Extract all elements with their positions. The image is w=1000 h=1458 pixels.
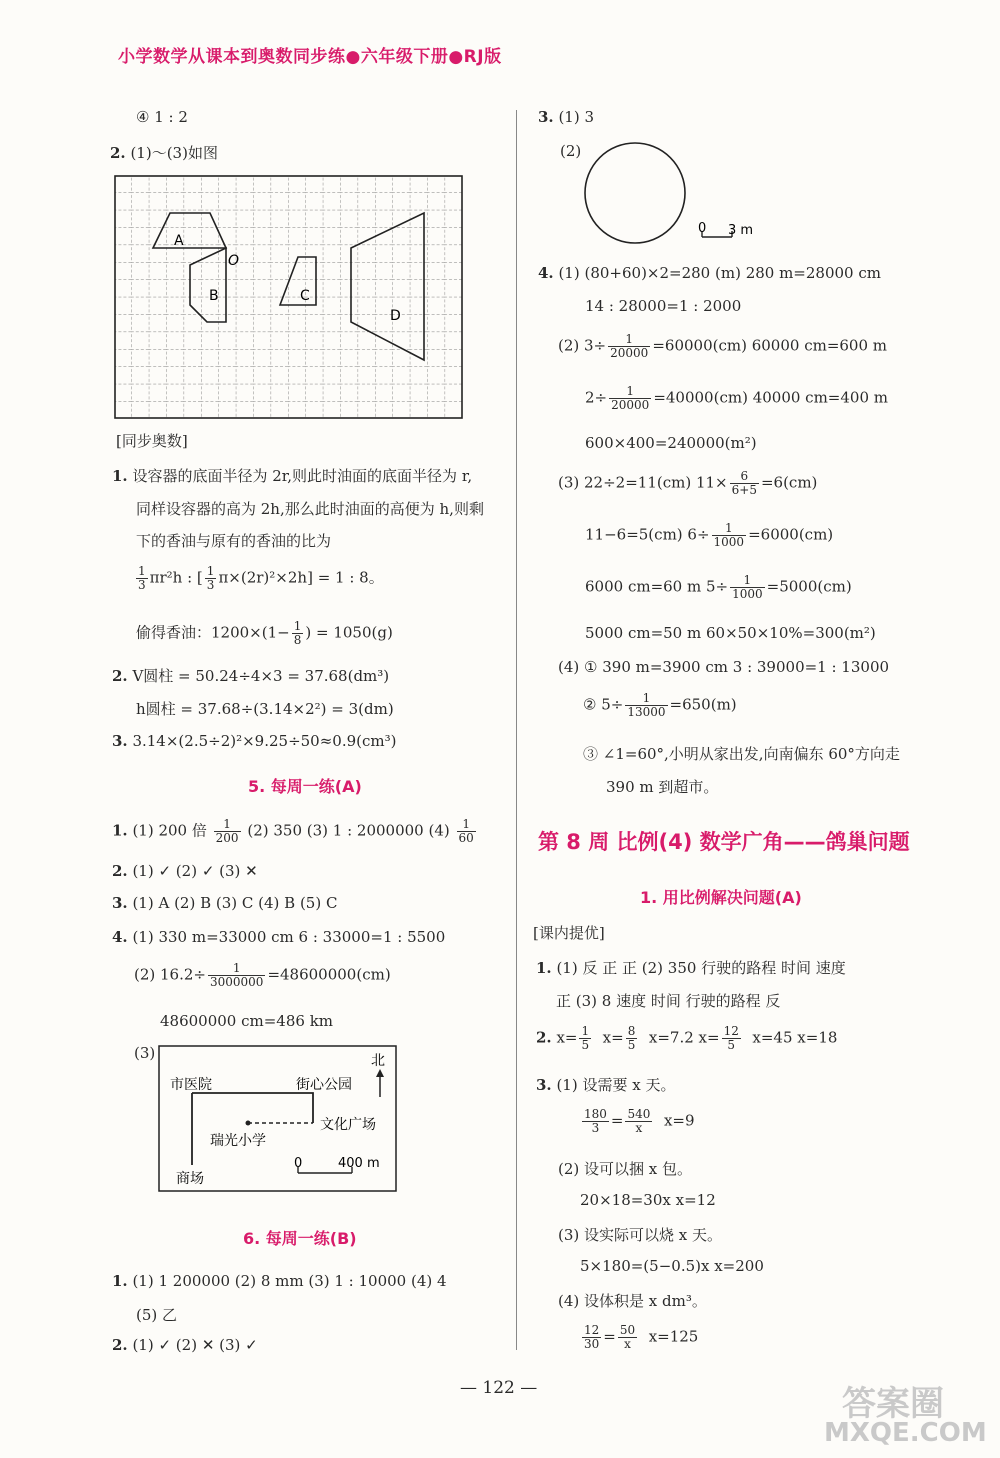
section-heading: [课内提优] bbox=[533, 924, 605, 942]
fraction: $\frac{540}{x}$ bbox=[627, 1107, 651, 1135]
section-heading: [同步奥数] bbox=[116, 432, 188, 450]
header-title: 小学数学从课本到奥数同步练●六年级下册●RJ版 bbox=[118, 47, 502, 67]
question-3: 3. 3.14×(2.5÷2)²×9.25÷50≈0.9(cm³) bbox=[112, 732, 397, 750]
question-2 bbox=[110, 142, 218, 163]
label-d: D bbox=[390, 308, 401, 324]
answer-text: 下的香油与原有的香油的比为 bbox=[136, 532, 332, 550]
watermark-logo: 答案圈 bbox=[842, 1384, 944, 1424]
answer-text: 设容器的底面半径为 2r,则此时油面的底面半径为 r, bbox=[132, 467, 473, 485]
page-number: — 122 — bbox=[460, 1378, 538, 1398]
week-title: 第 8 周 比例(4) 数学广角——鸽巢问题 bbox=[538, 830, 910, 854]
formula: $\frac{180}{3}$ = $\frac{540}{x}$ x=9 bbox=[584, 1107, 695, 1135]
answer-text: 14 : 28000=1 : 2000 bbox=[585, 297, 742, 315]
fraction: $\frac{1}{3}$ bbox=[206, 564, 215, 592]
question-1: 1. (1) 1 200000 (2) 8 mm (3) 1 : 10000 (4) 4 bbox=[112, 1272, 447, 1290]
answer-text: 同样设容器的高为 2h,那么此时油面的高便为 h,则剩 bbox=[136, 500, 484, 518]
map-figure bbox=[158, 1045, 398, 1193]
formula: 6000 cm=60 m 5÷ $\frac{1}{1000}$ =5000(cm) bbox=[585, 573, 852, 601]
answer-text: (3) bbox=[134, 1044, 156, 1062]
section-title: 5. 每周一练(A) bbox=[248, 777, 362, 796]
answer-text: (4) 设体积是 x dm³。 bbox=[558, 1292, 707, 1310]
fraction: $\frac{6}{6+5}$ bbox=[731, 469, 757, 497]
formula: $\frac{1}{3}$ πr²h : [ $\frac{1}{3}$ π×(2r)²×2h] = 1 : 8。 bbox=[138, 564, 384, 592]
answer-text: 正 (3) 8 速度 时间 行驶的路程 反 bbox=[556, 992, 781, 1010]
question-2: 2. V圆柱 = 50.24÷4×3 = 37.68(dm³) bbox=[112, 667, 390, 685]
formula: 2÷ $\frac{1}{20000}$ =40000(cm) 40000 cm=400 m bbox=[585, 384, 888, 412]
question-1: 1. (1) 200 倍 $\frac{1}{200}$ (2) 350 (3) 1 : 2000000 (4) $\frac{1}{60}$ bbox=[112, 817, 474, 845]
answer-text: (2) bbox=[560, 142, 582, 160]
fraction: $\frac{1}{8}$ bbox=[293, 619, 302, 647]
label-b: B bbox=[209, 288, 219, 304]
fraction: $\frac{1}{1000}$ bbox=[713, 521, 745, 549]
answer-text: ③ ∠1=60°,小明从家出发,向南偏东 60°方向走 bbox=[583, 745, 900, 763]
answer-text: (2) 设可以捆 x 包。 bbox=[558, 1160, 693, 1178]
question-4: 4. (1) (80+60)×2=280 (m) 280 m=28000 cm bbox=[538, 264, 881, 282]
formula: $\frac{12}{30}$ = $\frac{50}{x}$ x=125 bbox=[584, 1323, 699, 1351]
fraction: $\frac{1}{20000}$ bbox=[611, 384, 650, 412]
question-2: 2. (1) ✓ (2) ✕ (3) ✓ bbox=[112, 1336, 258, 1354]
fraction: $\frac{8}{5}$ bbox=[627, 1024, 636, 1052]
question-1: 1. (1) 反 正 正 (2) 350 行驶的路程 时间 速度 bbox=[536, 959, 846, 977]
answer-line: ④ 1 : 2 bbox=[136, 108, 188, 126]
question-3: 3. (1) 3 bbox=[538, 108, 595, 126]
fraction: $\frac{50}{x}$ bbox=[619, 1323, 636, 1351]
fraction: $\frac{1}{20000}$ bbox=[610, 332, 649, 360]
label-o: O bbox=[228, 253, 240, 269]
map-park: 街心公园 bbox=[296, 1077, 352, 1093]
answer-text: (5) 乙 bbox=[136, 1306, 178, 1324]
circle-figure bbox=[580, 142, 780, 247]
watermark-site: MXQE.COM bbox=[824, 1418, 987, 1448]
question-number: 1. bbox=[112, 467, 128, 485]
fraction: $\frac{1}{3000000}$ bbox=[209, 961, 264, 989]
scale-label: 3 m bbox=[728, 223, 754, 238]
question-4: 4. (1) 330 m=33000 cm 6 : 33000=1 : 5500 bbox=[112, 928, 446, 946]
answer-text: 5×180=(5−0.5)x x=200 bbox=[580, 1257, 764, 1275]
formula: 11−6=5(cm) 6÷ $\frac{1}{1000}$ =6000(cm) bbox=[585, 521, 834, 549]
formula: (2) 16.2÷ $\frac{1}{3000000}$ =48600000(cm) bbox=[134, 961, 391, 989]
question-2: 2. x= $\frac{1}{5}$ x= $\frac{8}{5}$ x=7.2 x= $\frac{12}{5}$ x=45 x=18 bbox=[536, 1024, 838, 1052]
fraction: $\frac{1}{200}$ bbox=[215, 817, 239, 845]
map-hospital: 市医院 bbox=[170, 1077, 212, 1093]
answer-text: 600×400=240000(m²) bbox=[585, 434, 757, 452]
label-a: A bbox=[174, 233, 184, 249]
answer-text: 390 m 到超市。 bbox=[606, 778, 719, 796]
formula: ② 5÷ $\frac{1}{13000}$ =650(m) bbox=[583, 691, 737, 719]
formula: (3) 22÷2=11(cm) 11× $\frac{6}{6+5}$ =6(cm) bbox=[558, 469, 818, 497]
label-c: C bbox=[300, 288, 310, 304]
answer-text: h圆柱 = 37.68÷(3.14×2²) = 3(dm) bbox=[136, 700, 394, 718]
fraction: $\frac{180}{3}$ bbox=[584, 1107, 607, 1135]
map-school: 瑞光小学 bbox=[210, 1133, 266, 1149]
answer-text: 20×18=30x x=12 bbox=[580, 1191, 716, 1209]
fraction: $\frac{1}{1000}$ bbox=[732, 573, 763, 601]
grid-figure bbox=[114, 175, 464, 420]
fraction: $\frac{12}{5}$ bbox=[723, 1024, 739, 1052]
map-north: 北 bbox=[371, 1053, 385, 1069]
fraction: $\frac{1}{13000}$ bbox=[627, 691, 666, 719]
fraction: $\frac{1}{60}$ bbox=[458, 817, 474, 845]
fraction: $\frac{1}{5}$ bbox=[581, 1024, 590, 1052]
answer-text: (3) 设实际可以烧 x 天。 bbox=[558, 1226, 723, 1244]
map-culture-square: 文化广场 bbox=[320, 1117, 376, 1133]
formula: 偷得香油：1200×(1− $\frac{1}{8}$ ) = 1050(g) bbox=[136, 619, 393, 647]
question-3: 3. (1) A (2) B (3) C (4) B (5) C bbox=[112, 894, 338, 912]
section-title: 1. 用比例解决问题(A) bbox=[640, 888, 802, 907]
question-3: 3. (1) 设需要 x 天。 bbox=[536, 1076, 676, 1094]
question-1 bbox=[112, 465, 472, 486]
fraction: $\frac{12}{30}$ bbox=[584, 1323, 600, 1351]
map-mall: 商场 bbox=[176, 1171, 204, 1187]
answer-text: (4) ① 390 m=3900 cm 3 : 39000=1 : 13000 bbox=[558, 658, 890, 676]
question-2: 2. (1) ✓ (2) ✓ (3) ✕ bbox=[112, 862, 258, 880]
map-scale-zero: 0 bbox=[294, 1156, 303, 1171]
map-scale-label: 400 m bbox=[338, 1156, 380, 1171]
answer-text: 5000 cm=50 m 60×50×10%=300(m²) bbox=[585, 624, 876, 642]
question-number: 2. bbox=[110, 144, 126, 162]
column-divider bbox=[516, 110, 517, 1350]
fraction: $\frac{1}{3}$ bbox=[138, 564, 146, 592]
answer-text: 48600000 cm=486 km bbox=[160, 1012, 334, 1030]
section-title: 6. 每周一练(B) bbox=[243, 1229, 357, 1248]
formula: (2) 3÷ $\frac{1}{20000}$ =60000(cm) 60000 cm=600 m bbox=[558, 332, 888, 360]
scale-zero: 0 bbox=[698, 221, 707, 236]
answer-text: (1)～(3)如图 bbox=[130, 144, 218, 162]
